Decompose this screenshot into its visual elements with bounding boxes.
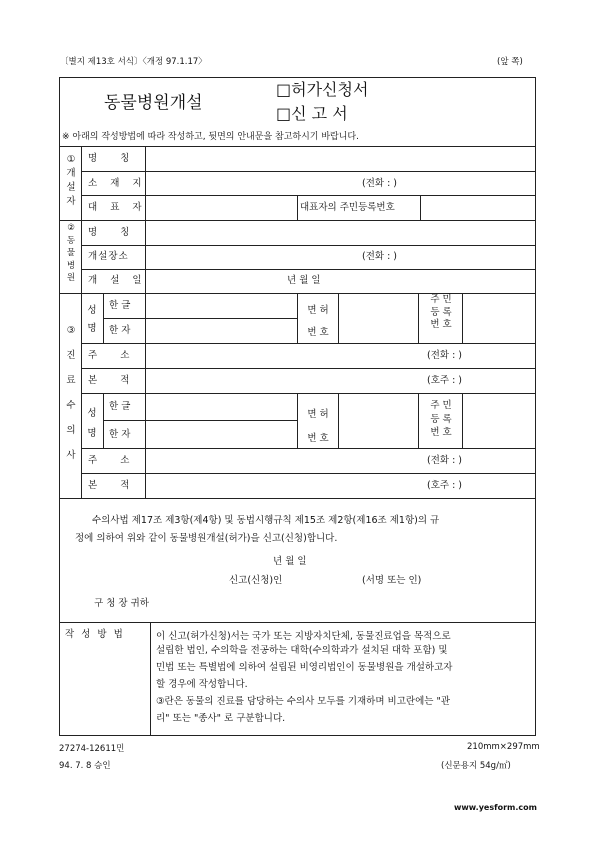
- method-line-5: ③란은 동물의 진료를 담당하는 수의사 모두를 기재하며 비고란에는 "관: [156, 696, 451, 707]
- s2-date-label: 개 설 일: [88, 275, 147, 286]
- s3-name-label-2: 성 명: [87, 408, 97, 439]
- s3-name-label-1: 성 명: [87, 305, 97, 334]
- approval-date: 94. 7. 8 승인: [59, 761, 111, 771]
- s3-phone-1: (전화 : ): [427, 350, 463, 361]
- s3-license-label-1: 면 허 번 호: [307, 305, 329, 338]
- signature-label: (서명 또는 인): [362, 575, 422, 586]
- s2-name-label: 명 칭: [88, 227, 140, 238]
- section3-label: ③ 진 료 수 의 사: [66, 325, 76, 461]
- s2-place-label: 개설장소: [88, 251, 129, 262]
- s3-hanja-1: 한 자: [109, 325, 131, 336]
- paper-spec: (신문용지 54g/㎡): [441, 761, 511, 771]
- method-line-6: 리" 또는 "종사" 로 구분합니다.: [156, 713, 286, 724]
- s1-name-label: 명 칭: [88, 153, 140, 164]
- s3-rrn-label-1: 주 민 등 록 번 호: [430, 294, 452, 330]
- s3-hanja-2: 한 자: [109, 429, 131, 440]
- s3-hangul-1: 한 글: [109, 300, 131, 311]
- paper-size: 210mm×297mm: [467, 742, 540, 752]
- s3-address-label-1: 주 소: [88, 350, 140, 361]
- s2-date: 년 월 일: [287, 275, 321, 286]
- form-id: 〔별지 제13호 서식〕〈개정 97.1.17〉: [60, 57, 207, 67]
- declaration-date: 년 월 일: [273, 556, 307, 567]
- s3-hoju-2: (호주 : ): [427, 480, 463, 491]
- s3-hoju-1: (호주 : ): [427, 375, 463, 386]
- method-line-1: 이 신고(허가신청)서는 국가 또는 지방자치단체, 동물진료업을 목적으로: [156, 631, 451, 642]
- website[interactable]: www.yesform.com: [454, 803, 537, 812]
- title-option-permit: □허가신청서: [276, 80, 369, 99]
- form-code: 27274-12611민: [59, 744, 125, 754]
- s1-phone: (전화 : ): [362, 178, 398, 189]
- s1-location-label: 소 재 지: [88, 178, 147, 189]
- instruction-text: ※ 아래의 작성방법에 따라 작성하고, 뒷면의 안내문을 참고하시기 바랍니다.: [62, 132, 359, 142]
- s3-address-label-2: 주 소: [88, 455, 140, 466]
- section1-label: ① 개 설 자: [66, 154, 76, 207]
- s3-rrn-label-2: 주 민 등 록 번 호: [430, 400, 452, 438]
- title-option-report: □신 고 서: [276, 104, 348, 123]
- applicant-label: 신고(신청)인: [229, 575, 283, 586]
- method-line-2: 설립한 법인, 수의학을 전공하는 대학(수의학과가 설치된 대학 포함) 및: [156, 645, 448, 656]
- addressee: 구 청 장 귀하: [94, 598, 149, 609]
- form-title: 동물병원개설: [104, 93, 203, 113]
- s1-rep-label: 대 표 자: [88, 202, 147, 213]
- s3-domicile-label-1: 본 적: [88, 375, 140, 386]
- declaration-line-1: 수의사법 제17조 제3항(제4항) 및 동법시행규칙 제15조 제2항(제16조 제1항)의 규: [92, 515, 440, 526]
- s3-hangul-2: 한 글: [109, 401, 131, 412]
- s3-domicile-label-2: 본 적: [88, 480, 140, 491]
- method-line-3: 민법 또는 특별법에 의하여 설립된 비영리법인이 동물병원을 개설하고자: [156, 662, 453, 673]
- s1-rrn-label: 대표자의 주민등록번호: [300, 202, 395, 213]
- declaration-line-2: 정에 의하여 위와 같이 동물병원개설(허가)을 신고(신청)합니다.: [75, 533, 338, 544]
- page-side: (앞 쪽): [497, 57, 523, 67]
- method-line-4: 할 경우에 작성합니다.: [156, 679, 248, 690]
- method-label: 작 성 방 법: [65, 629, 125, 640]
- s3-phone-2: (전화 : ): [427, 455, 463, 466]
- section2-label: ② 동 물 병 원: [66, 223, 76, 283]
- s2-phone: (전화 : ): [362, 251, 398, 262]
- s3-license-label-2: 면 허 번 호: [307, 409, 329, 444]
